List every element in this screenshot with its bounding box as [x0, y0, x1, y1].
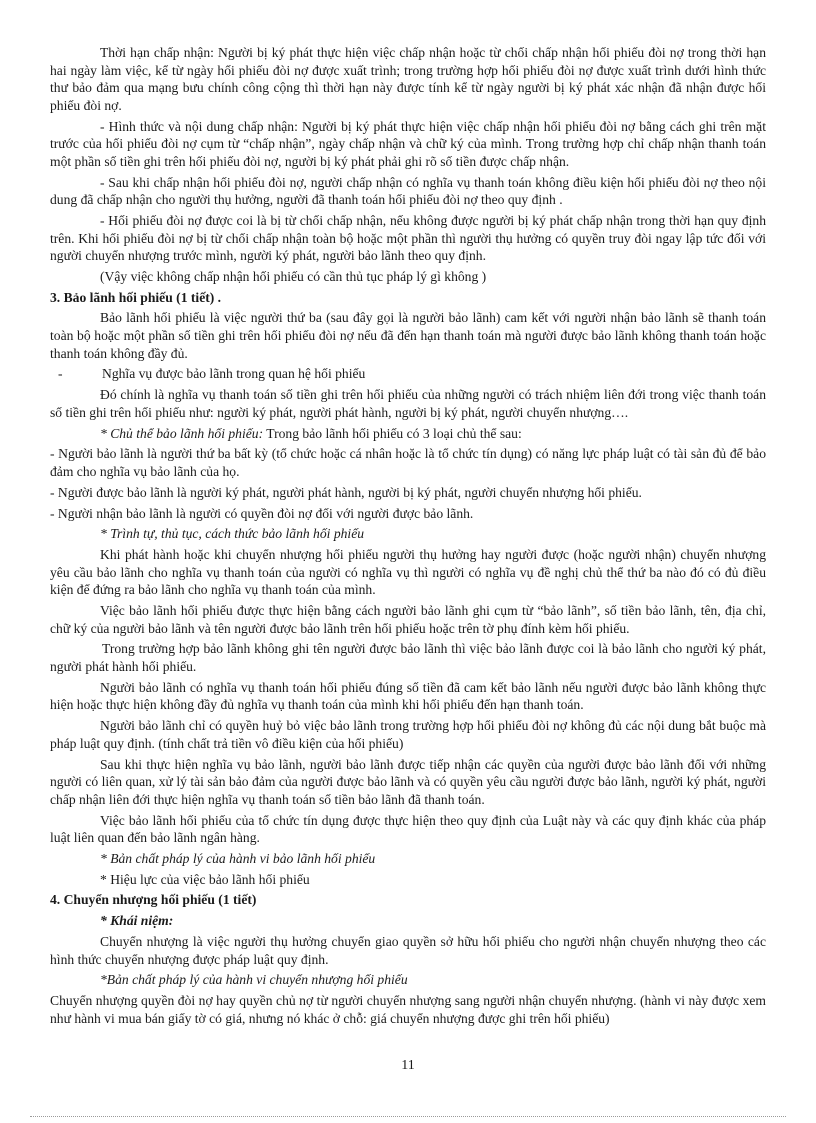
paragraph-credit-institution: Việc bảo lãnh hối phiếu của tổ chức tín dụng được thực hiện theo quy định của Luật này và các quy định khác của pháp luật liên quan đến bảo lãnh ngân hàng.: [50, 812, 766, 846]
document-body: [50, 44, 766, 1031]
paragraph-obligation-explanation: Đó chính là nghĩa vụ thanh toán số tiền ghi trên hối phiếu của những người có trách nhiệm liên đới trong việc thanh toán số tiền ghi trên hối phiếu như: người ký phát, người phát hành, người bị ký phát, người chuyển nhượng….: [50, 387, 766, 420]
paragraph-refusal: - Hối phiếu đòi nợ được coi là bị từ chối chấp nhận, nếu không được người bị ký phát chấp nhận trong thời hạn quy định trên. Khi hối phiếu đòi nợ bị từ chối chấp nhận toàn bộ hoặc một phần thì người thụ hưởng có quyền truy đòi ngay lập tức đối với người chuyển nhượng trước mình, người ký phát, người bảo lãnh theo quy định.: [50, 212, 766, 264]
paragraph-after-acceptance: - Sau khi chấp nhận hối phiếu đòi nợ, người chấp nhận có nghĩa vụ thanh toán không điều kiện hối phiếu đòi nợ theo nội dung đã chấp nhận cho người thụ hưởng, người đã thanh toán hối phiếu đòi nợ theo quy định .: [50, 174, 766, 208]
subheading-concept: * Khái niệm:: [100, 913, 174, 929]
paragraph-guarantor: - Người bảo lãnh là người thứ ba bất kỳ (tổ chức hoặc cá nhân hoặc là tổ chức tín dụng) có năng lực pháp luật có tài sản đủ để bảo đảm cho nghĩa vụ bảo lãnh của họ.: [50, 446, 766, 479]
paragraph-procedure-request: Khi phát hành hoặc khi chuyển nhượng hối phiếu người thụ hưởng hay người được (hoặc người nhận) chuyển nhượng yêu cầu bảo lãnh cho nghĩa vụ thanh toán của người có nghĩa vụ thì người có nghĩa vụ đề nghị chủ thể thứ ba nào đó có đủ điều kiện để đứng ra bảo lãnh cho nghĩa vụ thanh toán của mình.: [50, 547, 766, 598]
list-item-text: Nghĩa vụ được bảo lãnh trong quan hệ hối phiếu: [102, 366, 366, 382]
page-number: 11: [401, 1058, 415, 1073]
paragraph-question-note: (Vậy việc không chấp nhận hối phiếu có cần thủ tục pháp lý gì không ): [100, 268, 487, 284]
subheading-legal-nature-transfer: *Bản chất pháp lý của hành vi chuyển nhượng hối phiếu: [100, 972, 408, 988]
subjects-intro-text: Trong bảo lãnh hối phiếu có 3 loại chủ thể sau:: [263, 425, 522, 441]
subheading-legal-nature-guarantee: * Bản chất pháp lý của hành vi bảo lãnh hối phiếu: [100, 850, 376, 866]
paragraph-after-guarantee: Sau khi thực hiện nghĩa vụ bảo lãnh, người bảo lãnh được tiếp nhận các quyền của người được bảo lãnh đối với những người có liên quan, xử lý tài sản bảo đảm của người được bảo lãnh và có quyền yêu cầu người được bảo lãnh, người ký phát, người chấp nhận liên đới thực hiện nghĩa vụ thanh toán số tiền bảo lãnh đã thanh toán.: [50, 756, 766, 807]
subheading-guarantee-subjects: * Chủ thể bảo lãnh hối phiếu:: [100, 425, 264, 441]
subheading-guarantee-procedure: * Trình tự, thủ tục, cách thức bảo lãnh hối phiếu: [100, 526, 365, 542]
paragraph-transfer-definition: Chuyển nhượng là việc người thụ hưởng chuyển giao quyền sở hữu hối phiếu cho người nhận chuyển nhượng theo các hình thức chuyển nhượng được pháp luật quy định.: [50, 934, 766, 967]
dash-marker: -: [58, 366, 63, 382]
paragraph-guarantee-subjects: [50, 425, 766, 443]
paragraph-guarantee-definition: Bảo lãnh hối phiếu là việc người thứ ba (sau đây gọi là người bảo lãnh) cam kết với người nhận bảo lãnh sẽ thanh toán toàn bộ hoặc một phần số tiền ghi trên hối phiếu đòi nợ nếu đã đến hạn thanh toán mà người được bảo lãnh không thanh toán hoặc thanh toán không đầy đủ.: [50, 310, 766, 361]
paragraph-transfer-nature: Chuyển nhượng quyền đòi nợ hay quyền chủ nợ từ người chuyển nhượng sang người nhận chuyển nhượng. (hành vi này được xem như hành vi mua bán giấy tờ có giá, nhưng nó khác ở chỗ: giá chuyển nhượng được ghi trên hối phiếu): [50, 993, 766, 1026]
subheading-guarantee-validity: * Hiệu lực của việc bảo lãnh hối phiếu: [100, 871, 310, 887]
paragraph-guaranteed-party: - Người được bảo lãnh là người ký phát, người phát hành, người bị ký phát, người chuyển nhượng hối phiếu.: [50, 484, 642, 500]
paragraph-acceptance-deadline: Thời hạn chấp nhận: Người bị ký phát thực hiện việc chấp nhận hoặc từ chối chấp nhận hối phiếu đòi nợ trong thời hạn hai ngày làm việc, kể từ ngày hối phiếu đòi nợ được xuất trình; trong trường hợp hối phiếu đòi nợ được xuất trình dưới hình thức thư bảo đảm qua mạng bưu chính công cộng thì thời hạn này được tính kể từ ngày người bị ký phát xác nhận đã nhận được hối phiếu đòi nợ.: [50, 45, 766, 113]
heading-section-4: 4. Chuyển nhượng hối phiếu (1 tiết): [50, 892, 257, 908]
heading-section-3: 3. Bảo lãnh hối phiếu (1 tiết) .: [50, 289, 222, 305]
footer-divider: [30, 1116, 786, 1117]
paragraph-unnamed-guarantee: Trong trường hợp bảo lãnh không ghi tên người được bảo lãnh thì việc bảo lãnh được coi là bảo lãnh cho người ký phát, người phát hành hối phiếu.: [50, 641, 766, 674]
paragraph-guarantor-obligation: Người bảo lãnh có nghĩa vụ thanh toán hối phiếu đúng số tiền đã cam kết bảo lãnh nếu người được bảo lãnh không thực hiện hoặc thực hiện không đầy đủ nghĩa vụ thanh toán của mình khi hối phiếu đến hạn thanh toán.: [50, 679, 766, 713]
paragraph-guarantor-cancel: Người bảo lãnh chỉ có quyền huỷ bỏ việc bảo lãnh trong trường hợp hối phiếu đòi nợ không đủ các nội dung bắt buộc mà pháp luật quy định. (tính chất trả tiền vô điều kiện của hối phiếu): [50, 718, 766, 751]
paragraph-procedure-wording: Việc bảo lãnh hối phiếu được thực hiện bằng cách người bảo lãnh ghi cụm từ “bảo lãnh”, số tiền bảo lãnh, tên, địa chỉ, chữ ký của người bảo lãnh và tên người được bảo lãnh trên hối phiếu hoặc trên tờ phụ đính kèm hối phiếu.: [50, 603, 766, 636]
list-item-guaranteed-obligation: [50, 365, 766, 383]
paragraph-guarantee-recipient: - Người nhận bảo lãnh là người có quyền đòi nợ đối với người được bảo lãnh.: [50, 505, 474, 521]
paragraph-acceptance-form: - Hình thức và nội dung chấp nhận: Người bị ký phát thực hiện việc chấp nhận hối phiếu đòi nợ bằng cách ghi trên mặt trước của hối phiếu đòi nợ cụm từ “chấp nhận”, ngày chấp nhận và chữ ký của mình. Trong trường hợp chỉ chấp nhận thanh toán một phần số tiền ghi trên hối phiếu đòi nợ, người bị ký phát phải ghi rõ số tiền được chấp nhận.: [50, 118, 766, 169]
